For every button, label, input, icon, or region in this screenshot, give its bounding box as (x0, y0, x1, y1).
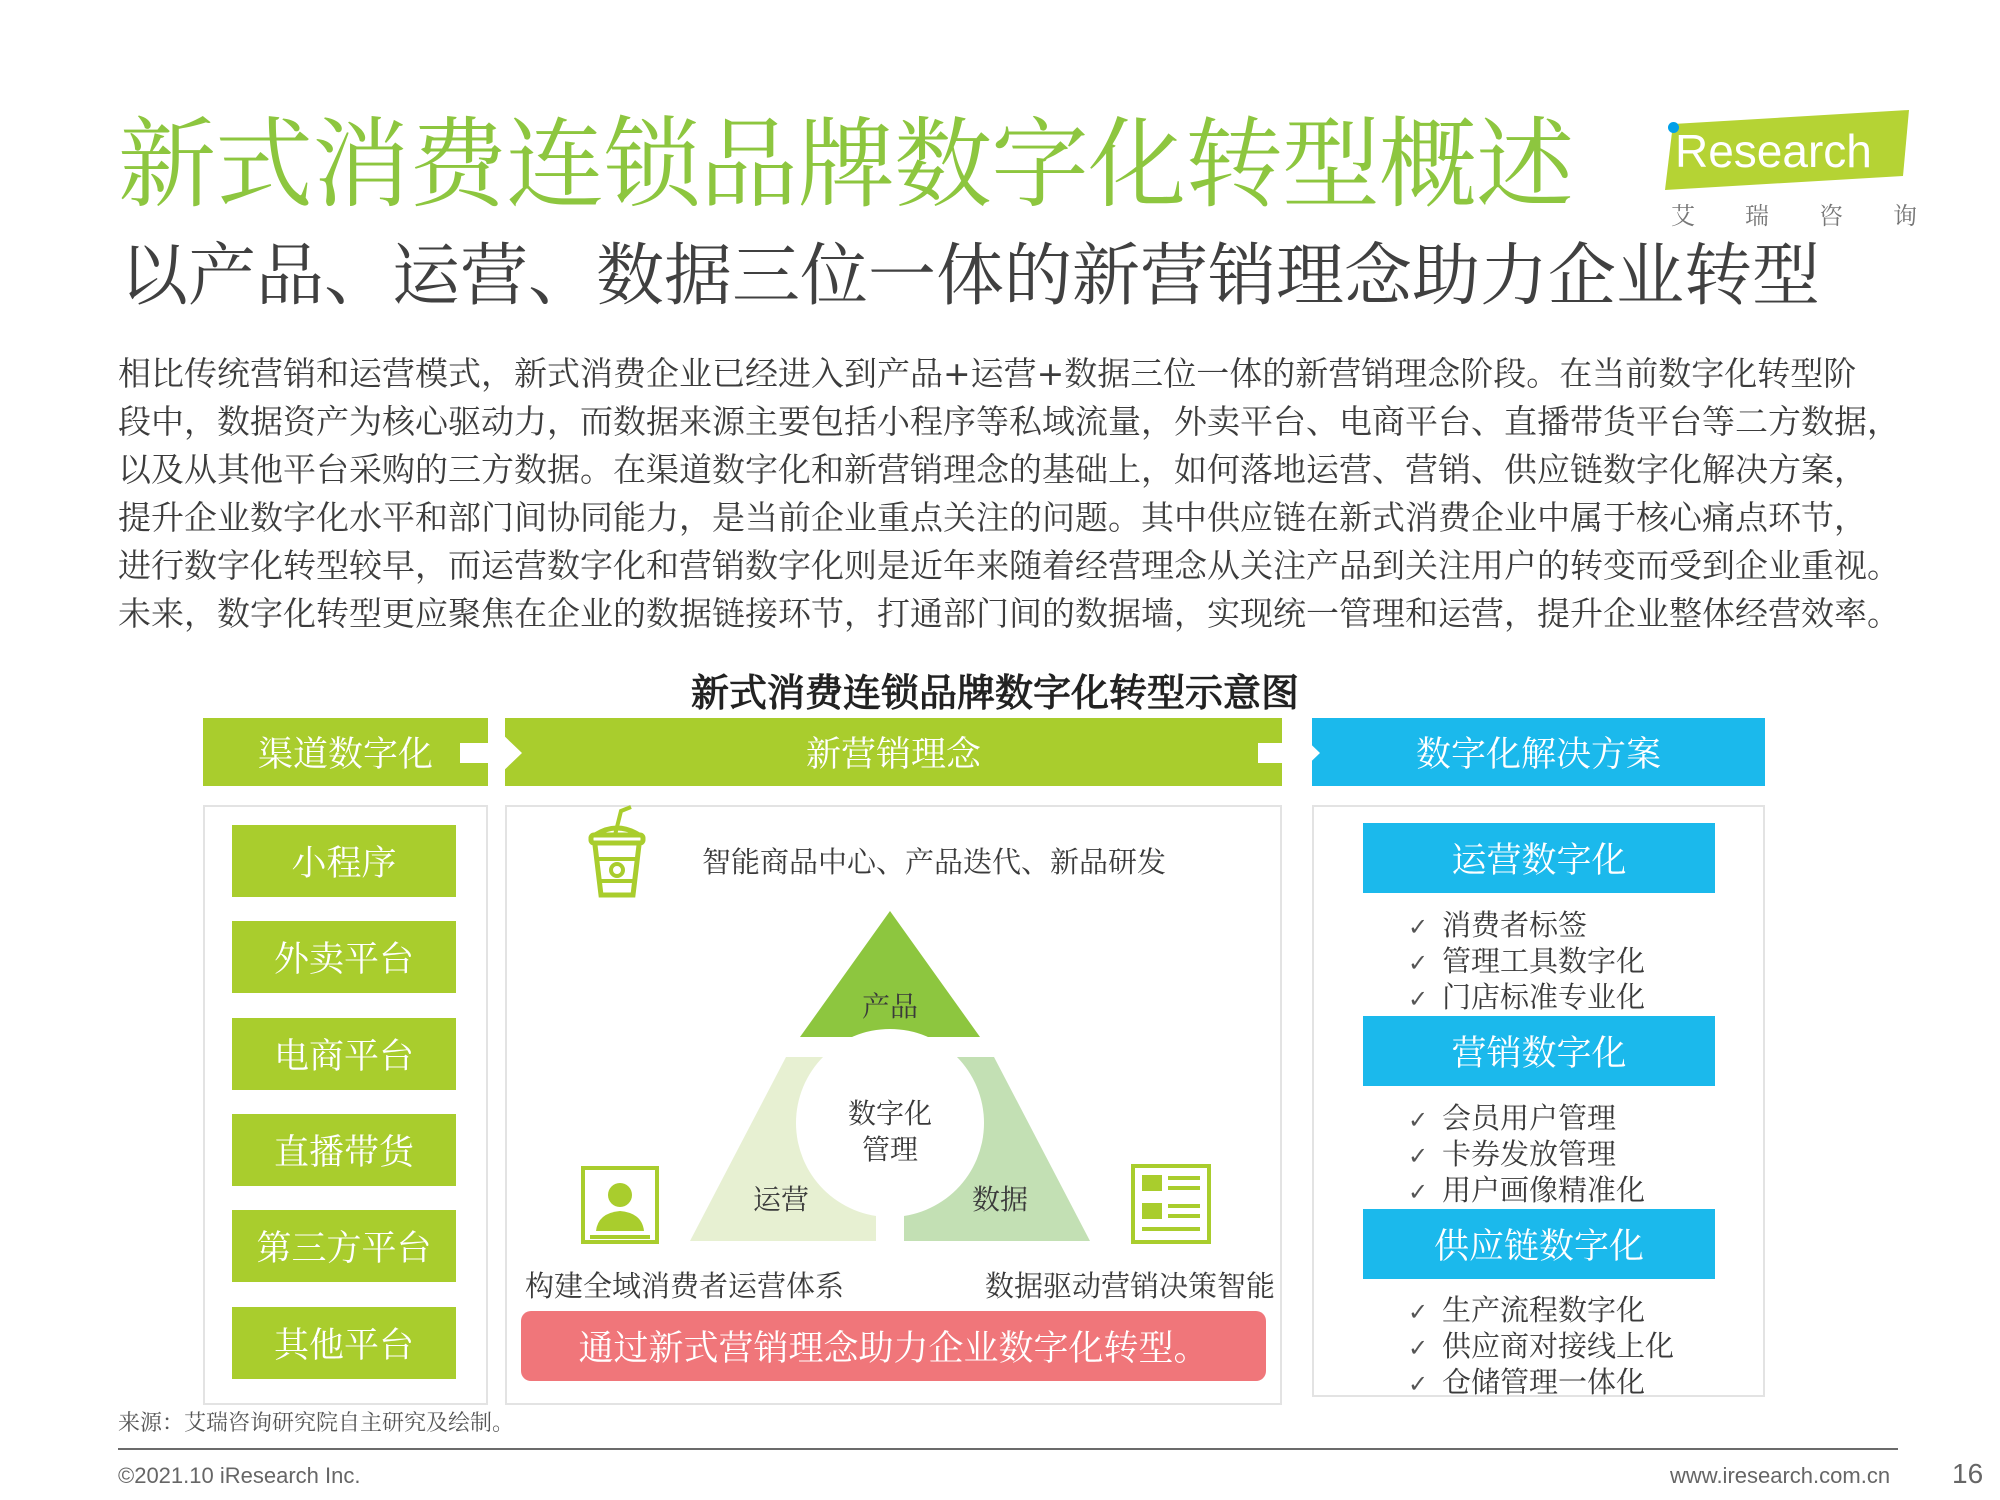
list-item-text: 用户画像精准化 (1442, 1173, 1646, 1207)
channel-third-party-platform: 第三方平台 (232, 1210, 456, 1282)
solution-marketing-list (1408, 1101, 1645, 1209)
list-item (1408, 1365, 1674, 1401)
paragraph-line: 未来，数字化转型更应聚焦在企业的数据链接环节，打通部门间的数据墙，实现统一管理和运营，提升企业整体经营效率。 (118, 594, 1900, 633)
list-item-text: 供应商对接线上化 (1442, 1329, 1675, 1363)
triangle-label-product: 产品 (861, 990, 918, 1023)
solution-marketing-digitalization: 营销数字化 (1363, 1016, 1715, 1086)
triangle-center-label-line2: 管理 (861, 1133, 918, 1166)
logo-cn-char: 瑞 (1745, 202, 1769, 230)
list-item (1408, 944, 1645, 980)
list-item (1408, 1329, 1674, 1365)
website-link[interactable]: www.iresearch.com.cn (1670, 1463, 1891, 1488)
channel-other-platform: 其他平台 (232, 1307, 456, 1379)
check-icon: ✓ (1408, 1106, 1429, 1134)
check-icon: ✓ (1408, 1142, 1429, 1170)
channel-takeaway-platform: 外卖平台 (232, 921, 456, 993)
solution-operations-digitalization: 运营数字化 (1363, 823, 1715, 893)
list-item-text: 仓储管理一体化 (1442, 1365, 1646, 1399)
paragraph-line: 段中，数据资产为核心驱动力，而数据来源主要包括小程序等私域流量，外卖平台、电商平台、直播带货平台等二方数据， (118, 402, 1900, 441)
logo-cn-char: 咨 (1819, 202, 1843, 230)
list-item (1408, 1173, 1645, 1209)
channel-live-commerce: 直播带货 (232, 1114, 456, 1186)
list-item (1408, 1293, 1674, 1329)
list-item-text: 会员用户管理 (1442, 1101, 1617, 1135)
paragraph-line: 以及从其他平台采购的三方数据。在渠道数字化和新营销理念的基础上，如何落地运营、营销、供应链数字化解决方案， (118, 450, 1867, 489)
logo-cn-char: 询 (1893, 202, 1917, 230)
list-item-text: 门店标准专业化 (1442, 980, 1646, 1014)
header-new-marketing-concept: 新营销理念 (505, 718, 1282, 786)
triangle-label-operations: 运营 (752, 1183, 809, 1216)
check-icon: ✓ (1408, 1334, 1429, 1362)
check-icon: ✓ (1408, 1178, 1429, 1206)
page-subtitle: 以产品、运营、数据三位一体的新营销理念助力企业转型 (120, 237, 1821, 316)
solution-operations-list (1408, 908, 1645, 1016)
right-arrow-icon (460, 730, 522, 776)
list-item (1408, 1137, 1645, 1173)
data-document-icon (1130, 1163, 1212, 1245)
user-profile-icon (580, 1165, 660, 1245)
transformation-banner: 通过新式营销理念助力企业数字化转型。 (521, 1311, 1266, 1381)
body-paragraph (118, 350, 1948, 638)
triangle-label-data: 数据 (971, 1183, 1028, 1216)
logo-text: Research (1675, 125, 1872, 177)
data-caption: 数据驱动营销决策智能 (985, 1269, 1276, 1303)
check-icon: ✓ (1408, 913, 1429, 941)
copyright: ©2021.10 iResearch Inc. (118, 1463, 361, 1488)
header-digital-solutions: 数字化解决方案 (1312, 718, 1765, 786)
source-note: 来源：艾瑞咨询研究院自主研究及绘制。 (118, 1411, 515, 1436)
list-item (1408, 980, 1645, 1016)
operations-caption: 构建全域消费者运营体系 (525, 1269, 845, 1303)
logo-cn-char: 艾 (1671, 202, 1695, 230)
check-icon: ✓ (1408, 949, 1429, 977)
channel-ecommerce-platform: 电商平台 (232, 1018, 456, 1090)
list-item-text: 生产流程数字化 (1442, 1293, 1646, 1327)
logo-chinese-name (1671, 196, 1917, 231)
list-item-text: 卡券发放管理 (1442, 1137, 1617, 1171)
check-icon: ✓ (1408, 985, 1429, 1013)
right-arrow-icon (1258, 730, 1320, 776)
page-title: 新式消费连锁品牌数字化转型概述 (118, 108, 1574, 222)
solution-supply-chain-list (1408, 1293, 1674, 1401)
footer-divider (118, 1448, 1898, 1450)
list-item-text: 消费者标签 (1442, 908, 1588, 942)
solution-supply-chain-digitalization: 供应链数字化 (1363, 1209, 1715, 1279)
iresearch-logo (1665, 110, 1917, 230)
check-icon: ✓ (1408, 1370, 1429, 1398)
diagram-title: 新式消费连锁品牌数字化转型示意图 (690, 671, 1299, 715)
paragraph-line: 进行数字化转型较早，而运营数字化和营销数字化则是近年来随着经营理念从关注产品到关注用户的转变而受到企业重视。 (118, 546, 1900, 585)
list-item (1408, 908, 1645, 944)
list-item-text: 管理工具数字化 (1442, 944, 1646, 978)
check-icon: ✓ (1408, 1298, 1429, 1326)
page-number: 16 (1952, 1458, 1984, 1489)
channel-mini-program: 小程序 (232, 825, 456, 897)
product-features-text: 智能商品中心、产品迭代、新品研发 (702, 845, 1167, 879)
paragraph-line: 相比传统营销和运营模式，新式消费企业已经进入到产品+运营+数据三位一体的新营销理念阶段。在当前数字化转型阶 (118, 354, 1857, 393)
drink-cup-icon (585, 805, 649, 901)
list-item (1408, 1101, 1645, 1137)
paragraph-line: 提升企业数字化水平和部门间协同能力，是当前企业重点关注的问题。其中供应链在新式消费企业中属于核心痛点环节， (118, 498, 1867, 537)
triangle-center-label-line1: 数字化 (847, 1097, 932, 1130)
header-channel-digitalization: 渠道数字化 (203, 718, 488, 786)
